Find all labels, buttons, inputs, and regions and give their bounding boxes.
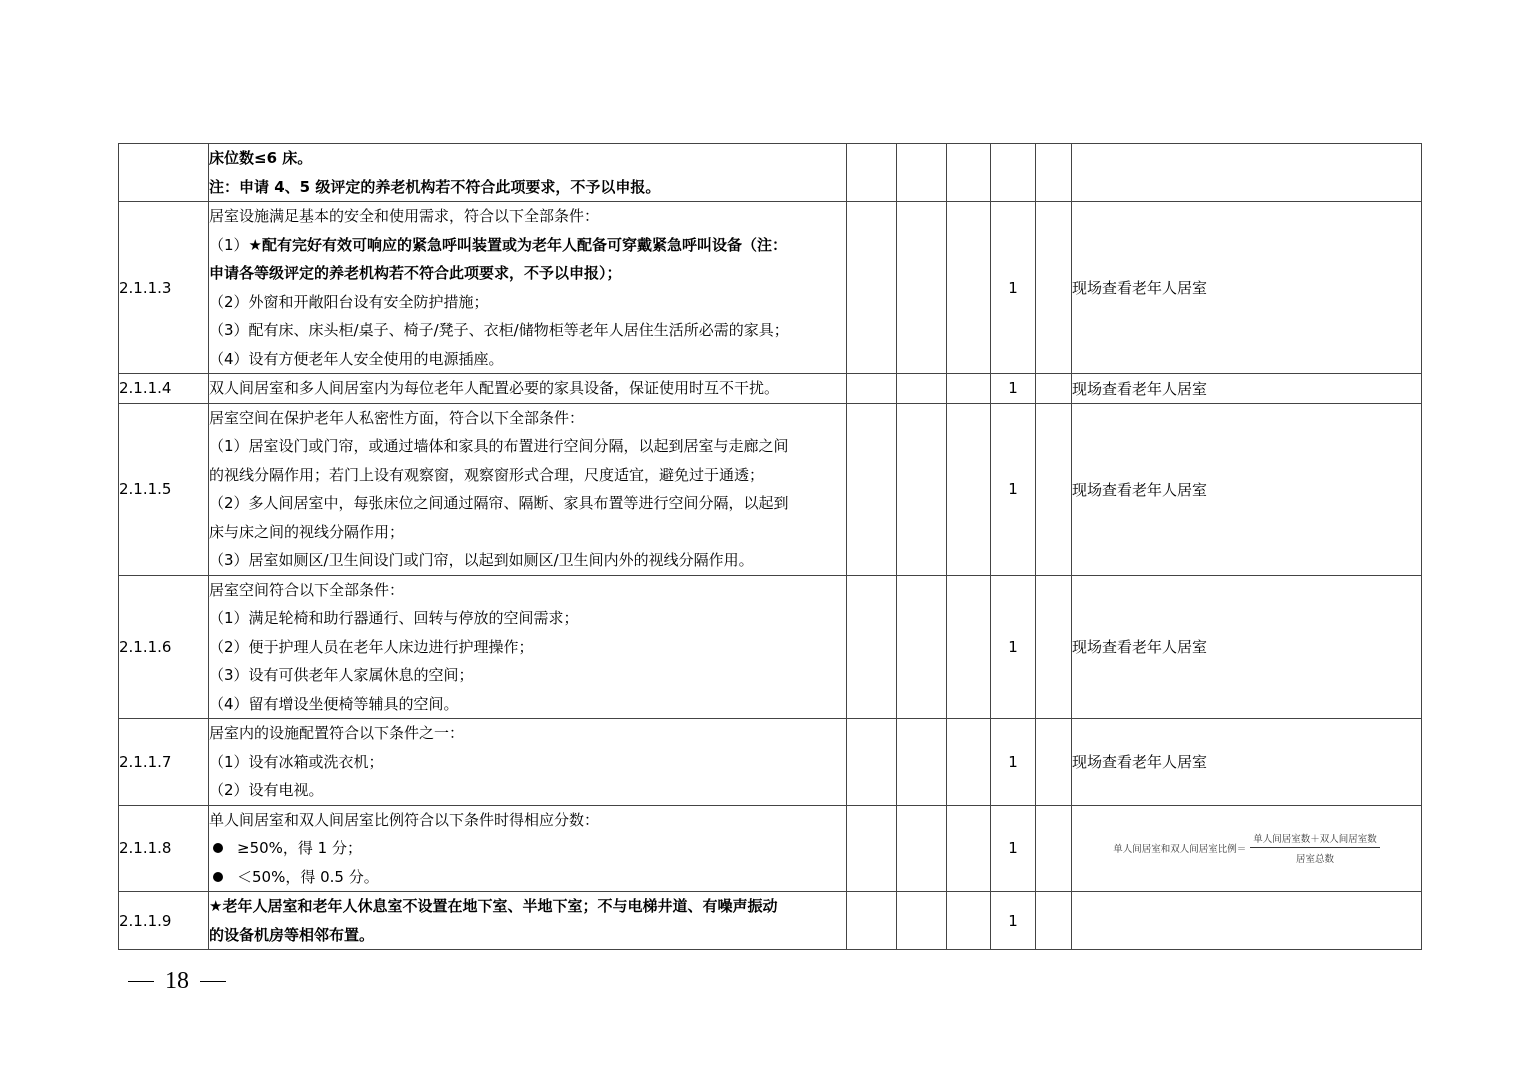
empty-cell [1036,892,1072,950]
empty-cell [847,403,897,575]
requirement-line-text: ★老年人居室和老年人休息室不设置在地下室、半地下室；不与电梯井道、有噪声振动 [209,897,778,915]
item-requirements [209,719,847,806]
assessment-method: 现场查看老年人居室 [1072,374,1422,404]
requirement-line-text: （1）满足轮椅和助行器通行、回转与停放的空间需求； [209,609,579,627]
empty-cell [897,719,947,806]
item-requirements [209,892,847,950]
empty-cell [897,374,947,404]
requirement-line-text: ＜50%，得 0.5 分。 [237,867,379,886]
formula-denominator: 居室总数 [1296,854,1335,866]
requirement-line [209,863,846,892]
requirement-line [209,892,846,921]
requirement-line [209,288,846,317]
assessment-method: 现场查看老年人居室 [1072,575,1422,719]
requirement-line [209,432,846,461]
requirement-line-text: （4）设有方便老年人安全使用的电源插座。 [209,349,504,368]
requirement-line [209,834,846,863]
table-row [119,144,1422,202]
empty-cell [847,719,897,806]
item-score: 1 [991,892,1036,950]
item-code: 2.1.1.3 [119,202,209,374]
requirement-line [209,374,846,403]
bullet-icon [213,843,223,853]
empty-cell [1036,805,1072,892]
page-number-value: 18 [165,968,189,994]
formula-lhs: 单人间居室和双人间居室比例＝ [1113,844,1247,856]
requirement-line [209,633,846,662]
empty-cell [1036,374,1072,404]
requirement-line [209,776,846,805]
item-score: 1 [991,719,1036,806]
requirement-line-text: ★配有完好有效可响应的紧急呼叫装置或为老年人配备可穿戴紧急呼叫设备（注： [248,235,787,254]
assessment-method: 现场查看老年人居室 [1072,719,1422,806]
assessment-method: 现场查看老年人居室 [1072,202,1422,374]
item-code: 2.1.1.7 [119,719,209,806]
table-row [119,403,1422,575]
requirement-line-prefix: （1） [209,235,249,254]
page-number [128,968,226,995]
empty-cell [897,575,947,719]
bullet-icon [213,872,223,882]
requirement-line-text: 居室设施满足基本的安全和使用需求，符合以下全部条件： [209,207,600,225]
requirement-line [209,546,846,575]
empty-cell [897,892,947,950]
item-score: 1 [991,374,1036,404]
requirement-line-text: （1）设有冰箱或洗衣机； [209,752,384,771]
requirement-line-text: 单人间居室和双人间居室比例符合以下条件时得相应分数： [209,810,600,829]
item-requirements [209,144,847,202]
requirement-line-text: （2）外窗和开敞阳台设有安全防护措施； [209,292,489,311]
requirement-line [209,748,846,777]
requirement-line-text: 注：申请 4、5 级评定的养老机构若不符合此项要求，不予以申报。 [209,177,661,196]
requirement-line [209,461,846,490]
formula-fraction [1250,831,1380,865]
item-requirements [209,403,847,575]
requirement-line [209,719,846,748]
item-score: 1 [991,403,1036,575]
empty-cell [847,144,897,202]
empty-cell [1036,144,1072,202]
empty-cell [897,805,947,892]
empty-cell [947,892,991,950]
page-number-right-dash [200,981,226,982]
item-score: 1 [991,575,1036,719]
empty-cell [947,144,991,202]
empty-cell [897,403,947,575]
requirement-line-text: （2）便于护理人员在老年人床边进行护理操作； [209,637,534,656]
item-code: 2.1.1.6 [119,575,209,719]
requirement-line [209,576,846,605]
requirement-line-text: （2）多人间居室中，每张床位之间通过隔帘、隔断、家具布置等进行空间分隔，以起到 [209,494,789,512]
requirement-line-text: 居室内的设施配置符合以下条件之一： [209,724,465,742]
empty-cell [1036,719,1072,806]
requirement-line-text: 申请各等级评定的养老机构若不符合此项要求，不予以申报）； [209,264,622,282]
requirement-line [209,173,846,202]
requirement-line [209,921,846,950]
requirement-line [209,518,846,547]
empty-cell [947,374,991,404]
table-row [119,575,1422,719]
requirement-line [209,661,846,690]
requirement-line [209,316,846,345]
requirement-line [209,202,846,231]
page-number-left-dash [128,981,154,982]
empty-cell [947,202,991,374]
requirement-line [209,144,846,173]
requirement-line-text: （3）设有可供老年人家属休息的空间； [209,666,474,684]
empty-cell [947,719,991,806]
item-requirements [209,374,847,404]
requirement-line [209,345,846,374]
requirement-line-text: 双人间居室和多人间居室内为每位老年人配置必要的家具设备，保证使用时互不干扰。 [209,379,780,397]
empty-cell [947,403,991,575]
empty-cell [1036,202,1072,374]
item-requirements [209,202,847,374]
requirement-line-text: ≥50%，得 1 分； [237,839,362,857]
empty-cell [847,805,897,892]
requirement-line-text: （4）留有增设坐便椅等辅具的空间。 [209,694,459,713]
table-row [119,374,1422,404]
requirement-line [209,690,846,719]
table-row [119,805,1422,892]
table-body [119,144,1422,950]
requirement-line [209,806,846,835]
assessment-method [1072,805,1422,892]
table-row [119,892,1422,950]
formula-numerator: 单人间居室数＋双人间居室数 [1250,831,1380,848]
item-requirements [209,805,847,892]
requirement-line-text: 居室空间符合以下全部条件： [209,580,405,599]
assessment-method [1072,892,1422,950]
requirement-line-text: （2）设有电视。 [209,781,324,799]
assessment-method: 现场查看老年人居室 [1072,403,1422,575]
requirement-line [209,489,846,518]
item-requirements [209,575,847,719]
requirement-line-text: （3）居室如厕区/卫生间设门或门帘，以起到如厕区/卫生间内外的视线分隔作用。 [209,551,754,569]
requirement-line-text: 的设备机房等相邻布置。 [209,925,375,944]
empty-cell [897,144,947,202]
standards-table [118,143,1422,950]
table-row [119,719,1422,806]
empty-cell [847,575,897,719]
requirement-line-text: 居室空间在保护老年人私密性方面，符合以下全部条件： [209,408,585,427]
item-code [119,144,209,202]
requirement-line-text: 床与床之间的视线分隔作用； [209,522,405,541]
requirement-line [209,404,846,433]
item-code: 2.1.1.5 [119,403,209,575]
requirement-line [209,259,846,288]
item-code: 2.1.1.9 [119,892,209,950]
requirement-line [209,231,846,260]
assessment-method [1072,144,1422,202]
item-score [991,144,1036,202]
empty-cell [947,575,991,719]
requirement-line-text: 床位数≤6 床。 [209,149,313,167]
table-row [119,202,1422,374]
item-code: 2.1.1.8 [119,805,209,892]
empty-cell [1036,403,1072,575]
empty-cell [847,374,897,404]
requirement-line-text: 的视线分隔作用；若门上设有观察窗，观察窗形式合理，尺度适宜，避免过于通透； [209,465,765,484]
empty-cell [897,202,947,374]
empty-cell [847,202,897,374]
empty-cell [1036,575,1072,719]
requirement-line-text: （3）配有床、床头柜/桌子、椅子/凳子、衣柜/储物柜等老年人居住生活所必需的家具； [209,321,789,339]
requirement-line-text: （1）居室设门或门帘，或通过墙体和家具的布置进行空间分隔，以起到居室与走廊之间 [209,437,789,455]
item-score: 1 [991,202,1036,374]
empty-cell [947,805,991,892]
requirement-line [209,604,846,633]
empty-cell [847,892,897,950]
ratio-formula [1072,831,1421,865]
item-score: 1 [991,805,1036,892]
item-code: 2.1.1.4 [119,374,209,404]
